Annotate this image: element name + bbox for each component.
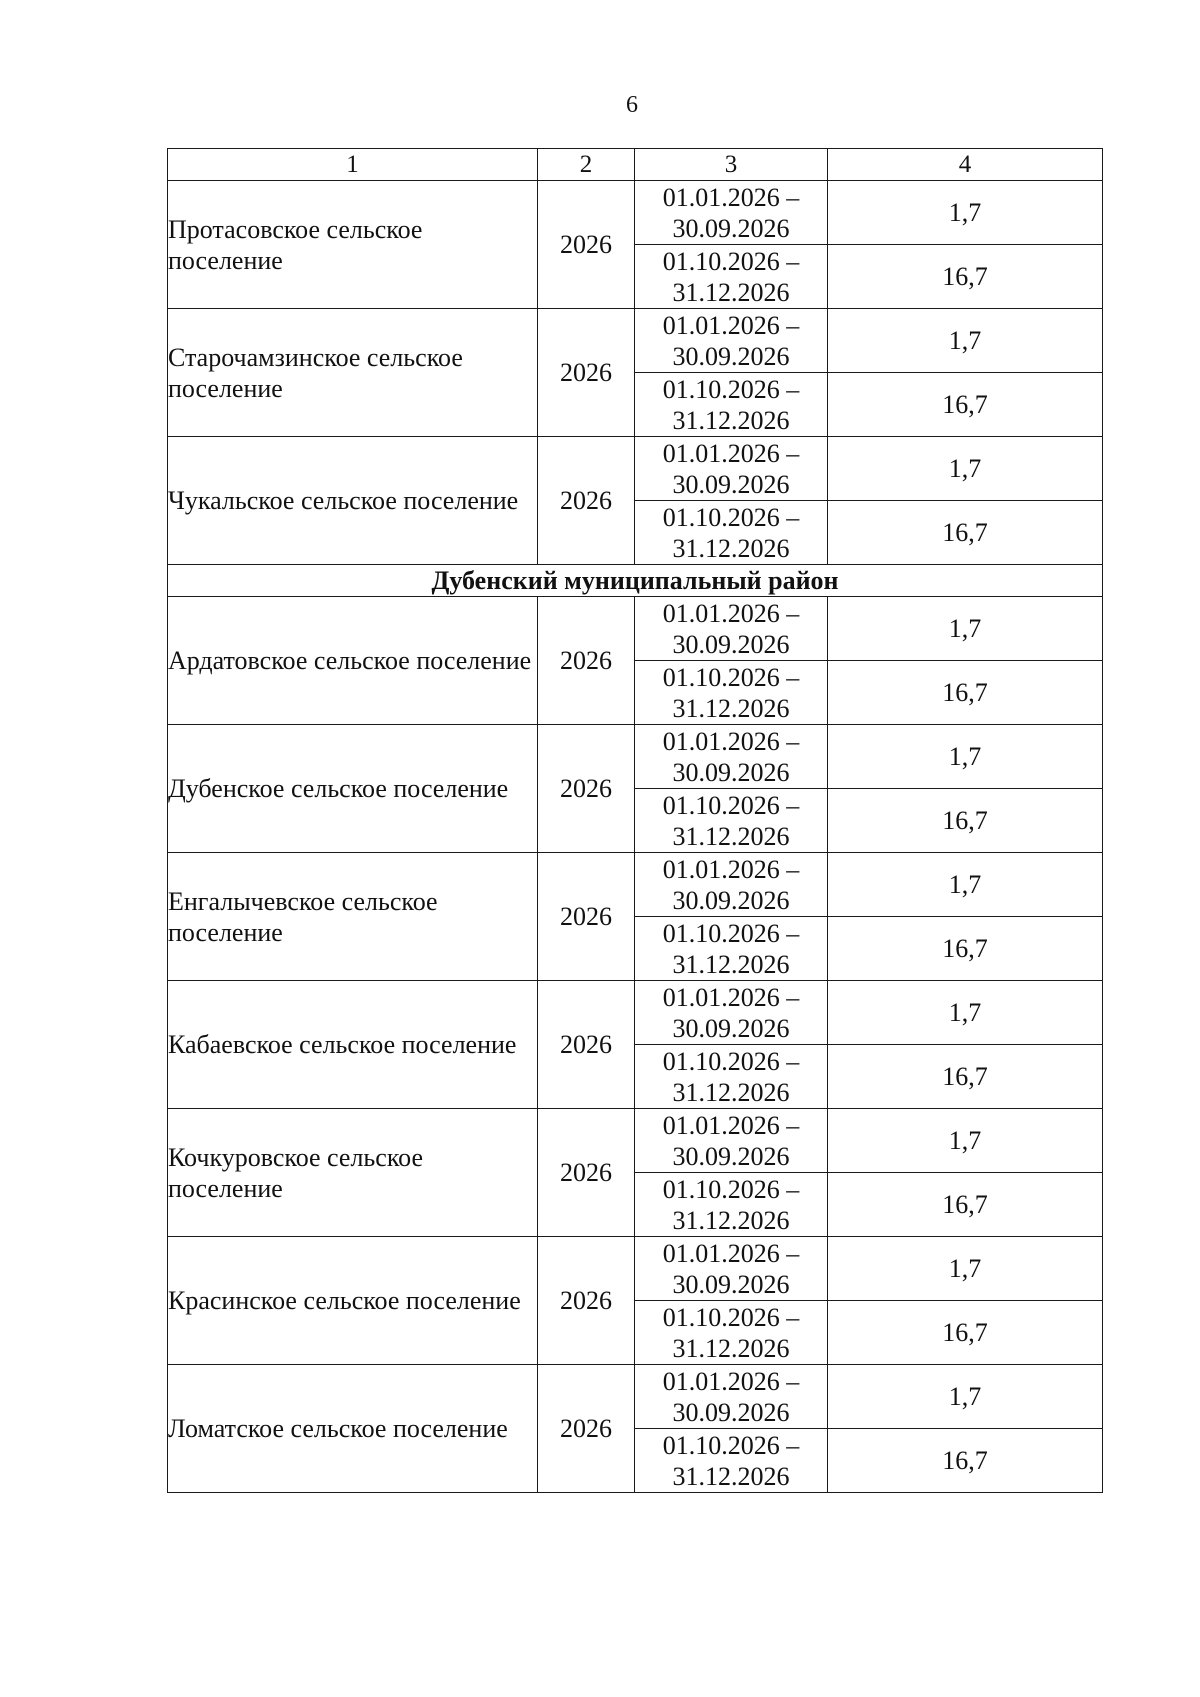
value-cell: 16,7 [828,1301,1103,1365]
table-row [168,725,1103,789]
period-cell: 01.01.2026 – 30.09.2026 [635,1237,828,1301]
value-cell: 1,7 [828,181,1103,245]
value-cell: 16,7 [828,1429,1103,1493]
table-row [168,1237,1103,1301]
table-body [168,181,1103,1493]
settlement-name: Ардатовское сельское поселение [168,597,538,725]
period-cell: 01.01.2026 – 30.09.2026 [635,181,828,245]
year-cell: 2026 [538,181,635,309]
period-cell: 01.01.2026 – 30.09.2026 [635,853,828,917]
value-cell: 16,7 [828,1045,1103,1109]
table-header-row [168,149,1103,181]
value-cell: 16,7 [828,789,1103,853]
value-cell: 1,7 [828,597,1103,661]
settlement-name: Старочамзинское сельское поселение [168,309,538,437]
period-cell: 01.01.2026 – 30.09.2026 [635,981,828,1045]
value-cell: 16,7 [828,373,1103,437]
settlement-name: Кабаевское сельское поселение [168,981,538,1109]
value-cell: 16,7 [828,1173,1103,1237]
page-number: 6 [626,92,638,118]
period-cell: 01.01.2026 – 30.09.2026 [635,309,828,373]
period-cell: 01.10.2026 – 31.12.2026 [635,789,828,853]
year-cell: 2026 [538,309,635,437]
settlement-name: Протасовское сельское поселение [168,181,538,309]
period-cell: 01.01.2026 – 30.09.2026 [635,597,828,661]
period-cell: 01.10.2026 – 31.12.2026 [635,917,828,981]
value-cell: 1,7 [828,725,1103,789]
period-cell: 01.10.2026 – 31.12.2026 [635,661,828,725]
table-row [168,1365,1103,1429]
column-header: 2 [538,149,635,181]
table-row [168,1109,1103,1173]
settlement-name: Ломатское сельское поселение [168,1365,538,1493]
year-cell: 2026 [538,981,635,1109]
year-cell: 2026 [538,1109,635,1237]
period-cell: 01.01.2026 – 30.09.2026 [635,1365,828,1429]
table-row [168,437,1103,501]
tariff-table [167,148,1103,1493]
settlement-name: Кочкуровское сельское поселение [168,1109,538,1237]
period-cell: 01.10.2026 – 31.12.2026 [635,1173,828,1237]
settlement-name: Дубенское сельское поселение [168,725,538,853]
period-cell: 01.10.2026 – 31.12.2026 [635,1045,828,1109]
column-header: 4 [828,149,1103,181]
settlement-name: Чукальское сельское поселение [168,437,538,565]
value-cell: 16,7 [828,917,1103,981]
year-cell: 2026 [538,1237,635,1365]
value-cell: 16,7 [828,501,1103,565]
value-cell: 1,7 [828,1109,1103,1173]
settlement-name: Енгалычевское сельское поселение [168,853,538,981]
value-cell: 1,7 [828,1365,1103,1429]
period-cell: 01.10.2026 – 31.12.2026 [635,1301,828,1365]
table-row [168,853,1103,917]
period-cell: 01.01.2026 – 30.09.2026 [635,437,828,501]
table-row [168,309,1103,373]
section-title: Дубенский муниципальный район [168,565,1103,597]
year-cell: 2026 [538,437,635,565]
period-cell: 01.10.2026 – 31.12.2026 [635,245,828,309]
value-cell: 1,7 [828,981,1103,1045]
value-cell: 16,7 [828,661,1103,725]
table-row [168,597,1103,661]
section-row [168,565,1103,597]
table-row [168,181,1103,245]
value-cell: 1,7 [828,309,1103,373]
value-cell: 1,7 [828,437,1103,501]
period-cell: 01.01.2026 – 30.09.2026 [635,725,828,789]
period-cell: 01.01.2026 – 30.09.2026 [635,1109,828,1173]
value-cell: 1,7 [828,1237,1103,1301]
value-cell: 16,7 [828,245,1103,309]
year-cell: 2026 [538,853,635,981]
table-row [168,981,1103,1045]
year-cell: 2026 [538,597,635,725]
value-cell: 1,7 [828,853,1103,917]
column-header: 3 [635,149,828,181]
period-cell: 01.10.2026 – 31.12.2026 [635,1429,828,1493]
year-cell: 2026 [538,725,635,853]
year-cell: 2026 [538,1365,635,1493]
period-cell: 01.10.2026 – 31.12.2026 [635,373,828,437]
column-header: 1 [168,149,538,181]
settlement-name: Красинское сельское поселение [168,1237,538,1365]
period-cell: 01.10.2026 – 31.12.2026 [635,501,828,565]
